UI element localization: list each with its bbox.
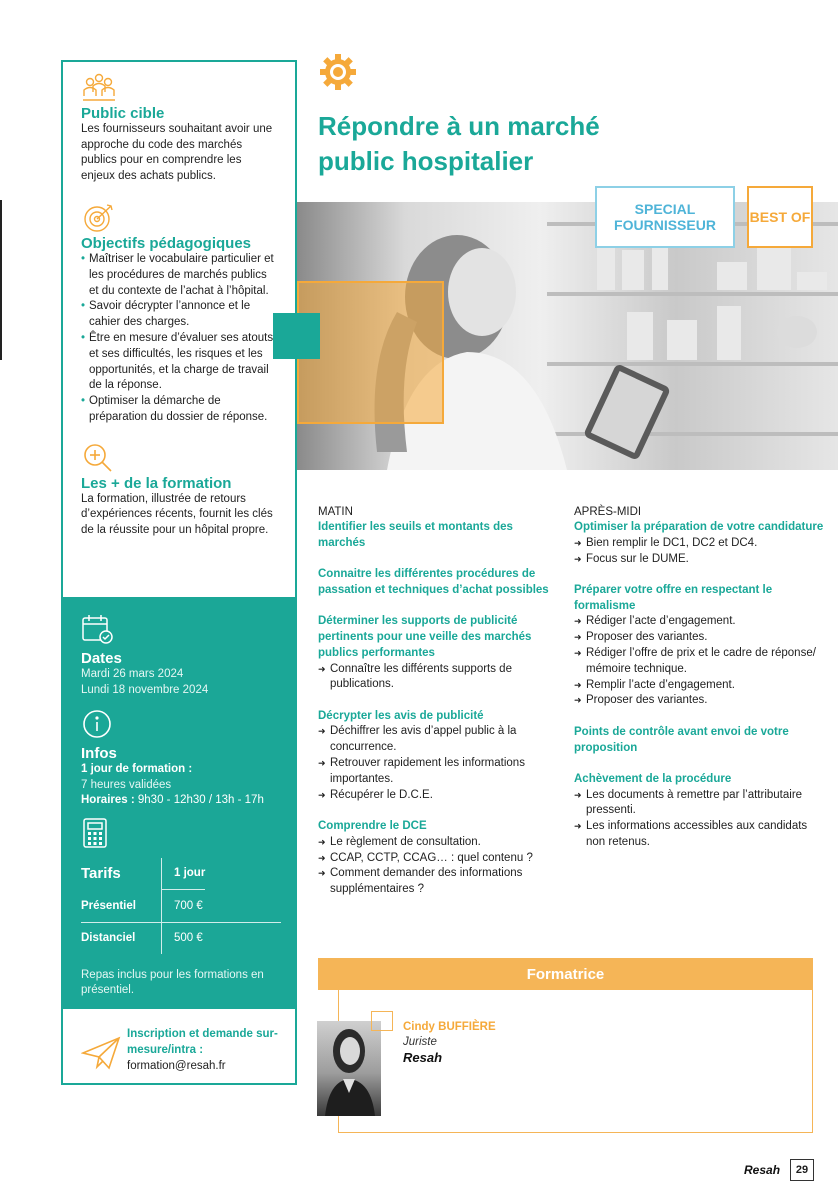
page-title: Répondre à un marché public hospitalier <box>318 111 600 176</box>
apresmidi-list-4 <box>574 788 824 851</box>
paper-plane-icon <box>81 1035 121 1071</box>
apresmidi-list-2 <box>574 614 824 709</box>
formatrice-header: Formatrice <box>318 958 813 990</box>
matin-heading-5: Comprendre le DCE <box>318 819 427 832</box>
matin-heading-4: Décrypter les avis de publicité <box>318 709 484 722</box>
matin-heading-2: Connaitre les différentes procédures de passation et techniques d’achat possibles <box>318 568 549 596</box>
list-item: ➜ Connaître les différents supports de publications. <box>318 662 563 694</box>
dates-title: Dates <box>81 650 122 667</box>
list-item: ➜ Rédiger l’offre de prix et le cadre de réponse/ mémoire technique. <box>574 646 824 678</box>
list-item: ➜ Déchiffrer les avis d’appel public à la concurrence. <box>318 724 563 756</box>
list-item: ➜ Proposer des variantes. <box>574 630 824 646</box>
tarifs-table <box>81 858 281 954</box>
matin-label: MATIN <box>318 506 353 518</box>
magnifier-plus-icon <box>81 442 117 474</box>
list-item: ➜ Focus sur le DUME. <box>574 552 824 568</box>
list-item: • Savoir décrypter l’annonce et le cahier des charges. <box>81 299 277 331</box>
list-item: • Optimiser la démarche de préparation du dossier de réponse. <box>81 394 277 426</box>
infos-title: Infos <box>81 745 117 762</box>
infos-day: 1 jour de formation : <box>81 763 193 775</box>
list-item: • Être en mesure d’évaluer ses atouts et ses difficultés, les risques et les opportunités, et la charge de travail de la réponse. <box>81 331 277 394</box>
date-1: Mardi 26 mars 2024 <box>81 668 184 680</box>
inscription-block <box>81 1027 281 1074</box>
list-item: ➜ Les documents à remettre par l’attributaire pressenti. <box>574 788 824 820</box>
list-item: ➜ Récupérer le D.C.E. <box>318 788 563 804</box>
list-item: ➜ Proposer des variantes. <box>574 693 824 709</box>
tarifs-column-header: 1 jour <box>161 858 205 890</box>
tarifs-title: Tarifs <box>81 865 121 882</box>
portrait-accent-frame <box>371 1011 393 1031</box>
public-cible-title: Public cible <box>81 105 165 122</box>
matin-heading-1: Identifier les seuils et montants des marchés <box>318 521 513 549</box>
date-2: Lundi 18 novembre 2024 <box>81 683 209 696</box>
tarifs-header-row <box>81 858 281 890</box>
plus-formation-title: Les + de la formation <box>81 474 232 492</box>
list-item: ➜ Retrouver rapidement les informations importantes. <box>318 756 563 788</box>
teal-accent-square <box>273 313 320 359</box>
list-item: ➜ Bien remplir le DC1, DC2 et DC4. <box>574 536 824 552</box>
apresmidi-heading-1: Optimiser la préparation de votre candidature <box>574 521 824 533</box>
left-info-top <box>63 62 295 597</box>
objectifs-list <box>81 252 277 426</box>
list-item: ➜ Comment demander des informations supplémentaires ? <box>318 866 563 898</box>
people-icon <box>81 72 117 104</box>
list-item: ➜ Les informations accessibles aux candidats non retenus. <box>574 819 824 851</box>
trainer-photo <box>317 1021 381 1116</box>
tarif-price: 500 € <box>161 923 203 954</box>
special-fournisseur-badge: SPECIAL FOURNISSEUR <box>595 186 735 248</box>
trainer-portrait-image <box>317 1021 381 1116</box>
apresmidi-heading-3: Points de contrôle avant envoi de votre proposition <box>574 725 789 754</box>
footer-brand: Resah <box>744 1163 781 1177</box>
apresmidi-heading-2: Préparer votre offre en respectant le formalisme <box>574 583 773 612</box>
trainer-info <box>403 1020 496 1066</box>
info-icon <box>81 708 113 740</box>
list-item: ➜ CCAP, CCTP, CCAG… : quel contenu ? <box>318 851 563 867</box>
tarif-label: Distanciel <box>81 932 136 944</box>
table-row <box>81 890 281 922</box>
trainer-org: Resah <box>403 1050 443 1065</box>
list-item: ➜ Rédiger l’acte d’engagement. <box>574 614 824 630</box>
edge-tab <box>0 200 2 360</box>
apresmidi-heading-4: Achèvement de la procédure <box>574 772 732 785</box>
trainer-role: Juriste <box>403 1036 437 1048</box>
left-info-column <box>61 60 297 1085</box>
trainer-name: Cindy BUFFIÈRE <box>403 1021 496 1033</box>
horaires-label: Horaires : <box>81 794 135 806</box>
best-of-badge: BEST OF <box>747 186 813 248</box>
practical-info-panel <box>61 597 297 1009</box>
repas-note: Repas inclus pour les formations en présentiel. <box>81 968 264 996</box>
matin-list-4 <box>318 724 563 803</box>
table-row <box>81 922 281 954</box>
public-cible-text: Les fournisseurs souhaitant avoir une approche du code des marchés publics pour en comprendre les enjeux des achats publics. <box>81 123 273 182</box>
tarif-label: Présentiel <box>81 899 136 912</box>
calculator-icon <box>81 817 109 849</box>
tarif-price: 700 € <box>161 890 203 922</box>
gear-icon <box>318 52 358 92</box>
list-item: ➜ Le règlement de consultation. <box>318 835 563 851</box>
matin-heading-3: Déterminer les supports de publicité pertinents pour une veille des marchés publics performantes <box>318 615 532 659</box>
list-item: • Maîtriser le vocabulaire particulier et les procédures de marchés publics et du contexte de l’achat à l’hôpital. <box>81 252 277 299</box>
inscription-title: Inscription et demande sur-mesure/intra : <box>127 1028 278 1056</box>
objectifs-title: Objectifs pédagogiques <box>81 235 252 252</box>
matin-list-3 <box>318 662 563 694</box>
apresmidi-column <box>574 505 824 851</box>
apresmidi-label: APRÈS-MIDI <box>574 506 642 518</box>
horaires-value: 9h30 - 12h30 / 13h - 17h <box>137 794 264 806</box>
horaires <box>81 793 277 809</box>
page-number: 29 <box>790 1159 814 1181</box>
inscription-email-link[interactable]: formation@resah.fr <box>127 1059 226 1072</box>
list-item: ➜ Remplir l’acte d’engagement. <box>574 678 824 694</box>
apresmidi-list-1 <box>574 536 824 568</box>
matin-list-5 <box>318 835 563 898</box>
plus-formation-text: La formation, illustrée de retours d’expériences récents, fournit les clés de la réussite pour un hôpital propre. <box>81 492 273 536</box>
calendar-icon <box>81 613 115 645</box>
matin-column <box>318 505 563 898</box>
infos-hours: 7 heures validées <box>81 778 172 791</box>
target-icon <box>81 202 117 234</box>
